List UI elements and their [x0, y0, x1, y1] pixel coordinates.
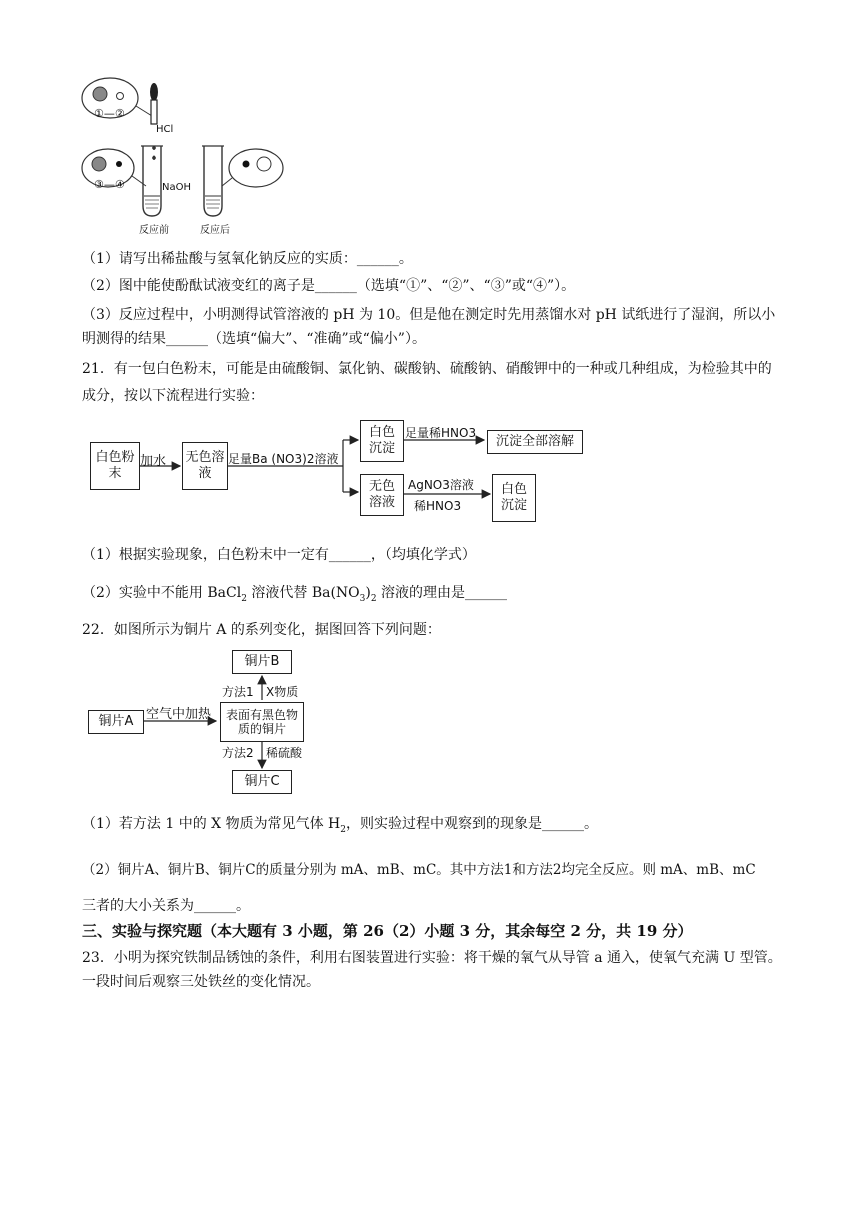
q20-part3: （3）反应过程中，小明测得试管溶液的 pH 为 10。但是他在测定时先用蒸馏水对 pH 试纸进行了湿润，所以小明测得的结果______（选填“偏大”、“准确”或“偏小”）。 [82, 307, 776, 347]
q22-part3: 三者的大小关系为______。 [82, 898, 250, 914]
hcl-label: HCl [156, 124, 174, 135]
flow-add-barium-nitrate: 足量Ba (NO3)2溶液 [228, 452, 339, 466]
ion-label-bottom: ③—④ [94, 178, 125, 191]
flow-box-white-precipitate-2: 白色沉淀 [492, 474, 536, 522]
q23-stem: 23．小明为探究铁制品锈蚀的条件，利用右图装置进行实验：将干燥的氧气从导管 a 通入，使氧气充满 U 型管。一段时间后观察三处铁丝的变化情况。 [82, 950, 782, 990]
ion-label-top: ①—② [94, 107, 125, 120]
flow-box-copper-a: 铜片A [88, 710, 144, 734]
before-label: 反应前 [139, 225, 169, 236]
q22-part2: （2）铜片A、铜片B、铜片C的质量分别为 mA、mB、mC。其中方法1和方法2均完全反应。则 mA、mB、mC [82, 862, 756, 878]
flow-box-colorless-solution-1: 无色溶液 [182, 442, 228, 490]
naoh-label: NaOH [162, 182, 191, 193]
flow-x-substance: X物质 [266, 685, 299, 699]
flow-method1: 方法1 [222, 685, 254, 699]
flow-box-colorless-solution-2: 无色溶液 [360, 474, 404, 516]
q21-stem: 21．有一包白色粉末，可能是由硫酸铜、氯化钠、碳酸钠、硫酸钠、硝酸钾中的一种或几种组成，为检验其中的成分，按以下流程进行实验： [82, 361, 772, 404]
q22-stem: 22．如图所示为铜片 A 的系列变化，据图回答下列问题： [82, 622, 441, 638]
q20-part1: （1）请写出稀盐酸与氢氧化钠反应的实质：______。 [82, 251, 413, 267]
flow-box-white-precipitate: 白色沉淀 [360, 420, 404, 462]
flow-box-copper-b: 铜片B [232, 650, 292, 674]
flow-heat-in-air: 空气中加热 [146, 707, 212, 722]
flow-box-black-coated-copper: 表面有黑色物质的铜片 [220, 702, 304, 742]
section3-heading: 三、实验与探究题（本大题有 3 小题，第 26（2）小题 3 分，其余每空 2 分，共 19 分） [82, 922, 693, 940]
q21-part2: （2）实验中不能用 BaCl$_2$ 溶液代替 $Ba(NO_3)_2$ 溶液的理由是______ [82, 585, 508, 604]
q20-part2: （2）图中能使酚酞试液变红的离子是______（选填“①”、“②”、“③”或“④”）。 [82, 278, 576, 294]
flow-dilute-sulfuric: 稀硫酸 [266, 746, 303, 760]
flow-box-copper-c: 铜片C [232, 770, 292, 794]
flow-box-all-dissolve: 沉淀全部溶解 [487, 430, 583, 454]
flow-add-silver-nitrate: AgNO3溶液 [408, 478, 474, 492]
flow-method2: 方法2 [222, 746, 254, 760]
flow-add-water: 加水 [140, 454, 167, 469]
after-label: 反应后 [200, 225, 230, 236]
flow-add-nitric-acid: 足量稀HNO3 [405, 426, 477, 440]
flow-add-dilute-nitric: 稀HNO3 [414, 499, 462, 513]
q21-part1: （1）根据实验现象，白色粉末中一定有______，（均填化学式） [82, 547, 476, 563]
q22-part1: （1）若方法 1 中的 X 物质为常见气体 $H_2$，则实验过程中观察到的现象是______。 [82, 816, 598, 835]
flow-box-white-powder: 白色粉末 [90, 442, 140, 490]
